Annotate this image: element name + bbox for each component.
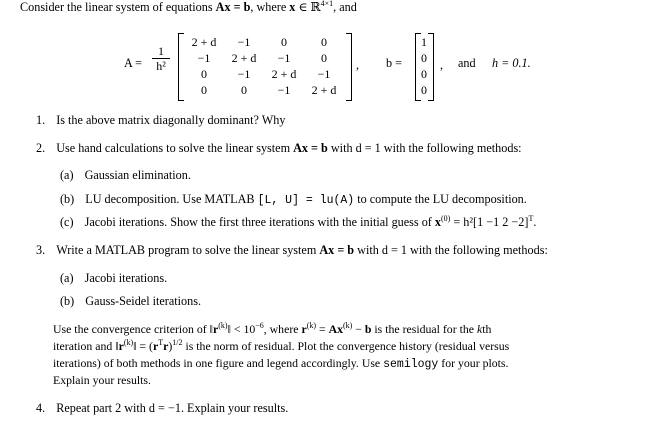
q3-paragraph-line-4 <box>53 373 151 388</box>
q1-number: 1. <box>36 113 46 127</box>
q3-p1-a: Use the convergence criterion of ‖ <box>53 322 213 336</box>
q3-number: 3. <box>36 243 46 257</box>
q2-text-b: with d = 1 with the following methods: <box>327 141 522 155</box>
matrix-right-bracket <box>346 33 352 101</box>
q3-p4: Explain your results. <box>53 373 151 387</box>
q3-item-a <box>60 271 167 286</box>
q3-paragraph-line-2 <box>53 339 509 354</box>
q3-p2-b: ‖ = ( <box>133 339 153 353</box>
q3-p3: iterations) of both methods in one figure and legend accordingly. Use <box>53 356 384 370</box>
q3a-label: (a) <box>60 271 74 285</box>
q3-r4: r <box>163 339 169 353</box>
matrix-cell-0-1: −1 <box>237 35 251 49</box>
q2a-label: (a) <box>60 168 74 182</box>
q2-text-a: Use hand calculations to solve the linear system <box>56 141 294 155</box>
q2c-text-b: = h²[1 −1 2 −2] <box>450 215 529 229</box>
q3-b: b <box>364 322 372 336</box>
q3-p1-e: − <box>352 322 365 336</box>
q2-equation: Ax = b <box>293 141 328 155</box>
q3b-text: Gauss-Seidel iterations. <box>85 294 202 308</box>
q3-r1: r <box>213 322 219 336</box>
q4-number: 4. <box>36 401 46 415</box>
q3-sup1: (k) <box>218 321 228 330</box>
q3a-text: Jacobi iterations. <box>84 271 168 285</box>
h-value: h = 0.1. <box>492 56 531 70</box>
and-word: and <box>458 56 476 70</box>
matrix-cell-3-3: 2 + d <box>311 83 337 97</box>
intro-dims: 4×1 <box>320 0 334 8</box>
q2-item-b <box>60 192 527 208</box>
matrix-cell-1-0: −1 <box>197 51 211 65</box>
q3-rt: r <box>152 339 159 353</box>
q3-p2-a: iteration and ‖ <box>53 339 119 353</box>
matrix-comma: , <box>356 58 360 72</box>
matrix-cell-2-0: 0 <box>201 67 207 81</box>
q2c-sup: (0) <box>441 214 451 223</box>
a-lhs: A = <box>124 56 143 70</box>
q3b-label: (b) <box>60 294 75 308</box>
q3-p2-c: ) <box>168 339 173 353</box>
q2c-label: (c) <box>60 215 74 229</box>
q2c-text-a: Jacobi iterations. Show the first three iterations with the initial guess of <box>84 215 435 229</box>
matrix-cell-3-2: −1 <box>277 83 291 97</box>
intro-where: , where <box>250 0 290 14</box>
fraction-denominator: h² <box>156 59 166 73</box>
intro-space: ∈ ℝ <box>295 0 321 14</box>
q2c-end: . <box>533 215 537 229</box>
intro-line <box>20 0 357 15</box>
q3-text-a: Write a MATLAB program to solve the linear system <box>56 243 320 257</box>
q2c-transpose: T <box>528 214 534 223</box>
q4-text: Repeat part 2 with d = −1. Explain your results. <box>56 401 289 415</box>
matrix-cell-2-3: −1 <box>317 67 331 81</box>
matrix-cell-3-1: 0 <box>241 83 247 97</box>
intro-x: x <box>289 0 296 14</box>
q3-p1-f: is the residual for the <box>371 322 477 336</box>
q3-paragraph-line-3 <box>53 356 508 372</box>
q1-text: Is the above matrix diagonally dominant? Why <box>56 113 286 127</box>
vector-cell-3: 0 <box>421 83 427 97</box>
matrix-equation <box>0 28 657 104</box>
q3-text-b: with d = 1 with the following methods: <box>354 243 548 257</box>
q2-item-a <box>60 168 191 183</box>
q2a-text: Gaussian elimination. <box>84 168 191 182</box>
q2b-text-b: to compute the LU decomposition. <box>354 192 527 206</box>
q2c-x: x <box>434 215 441 229</box>
question-1 <box>36 113 285 128</box>
q3-sup4: (k) <box>123 338 134 347</box>
q3-r3: r <box>118 339 124 353</box>
q3-exp: −6 <box>255 321 264 330</box>
q3-p1-c: , where <box>263 322 302 336</box>
q3-sup2: (k) <box>306 321 317 330</box>
q3-code: semilogy <box>383 358 439 371</box>
q3-item-b <box>60 294 201 309</box>
matrix-cell-0-3: 0 <box>321 35 327 49</box>
question-4 <box>36 401 288 416</box>
q3-sup3: (k) <box>343 321 353 330</box>
matrix-cell-2-1: −1 <box>237 67 251 81</box>
q3-t: T <box>158 338 164 347</box>
question-2 <box>36 141 522 156</box>
matrix-cell-0-2: 0 <box>281 35 287 49</box>
q2b-code: [L, U] = lu(A) <box>257 194 355 207</box>
vector-cell-2: 0 <box>421 67 427 81</box>
q3-p2-d: is the norm of residual. Plot the convergence history (residual versus <box>182 339 510 353</box>
vector-cell-1: 0 <box>421 51 427 65</box>
q3-half: 1/2 <box>172 338 183 347</box>
intro-equation: Ax = b <box>215 0 251 14</box>
intro-tail: , and <box>333 0 357 14</box>
b-lhs: b = <box>386 56 403 70</box>
q3-th: th <box>482 322 492 336</box>
question-3 <box>36 243 548 258</box>
q2b-label: (b) <box>60 192 75 206</box>
intro-lead: Consider the linear system of equations <box>20 0 216 14</box>
vector-comma: , <box>440 58 444 72</box>
matrix-cell-1-3: 0 <box>321 51 327 65</box>
matrix-cell-1-1: 2 + d <box>231 51 257 65</box>
q2-item-c <box>60 215 536 230</box>
matrix-cell-0-0: 2 + d <box>191 35 217 49</box>
matrix-cell-1-2: −1 <box>277 51 291 65</box>
fraction-numerator: 1 <box>158 44 164 58</box>
q3-k: k <box>476 322 483 336</box>
q3-p3-b: for your plots. <box>438 356 509 370</box>
q3-p1-d: = <box>316 322 329 336</box>
matrix-cell-2-2: 2 + d <box>271 67 297 81</box>
q3-ax: Ax <box>328 322 343 336</box>
vector-cell-0: 1 <box>421 35 427 49</box>
q3-paragraph-line-1 <box>53 322 491 337</box>
q3-p1-b: ‖ < 10 <box>227 322 256 336</box>
fraction <box>152 44 170 73</box>
q2b-text-a: LU decomposition. Use MATLAB <box>85 192 258 206</box>
q2-number: 2. <box>36 141 46 155</box>
q3-r2: r <box>301 322 307 336</box>
q3-equation: Ax = b <box>319 243 355 257</box>
matrix-cell-3-0: 0 <box>201 83 207 97</box>
